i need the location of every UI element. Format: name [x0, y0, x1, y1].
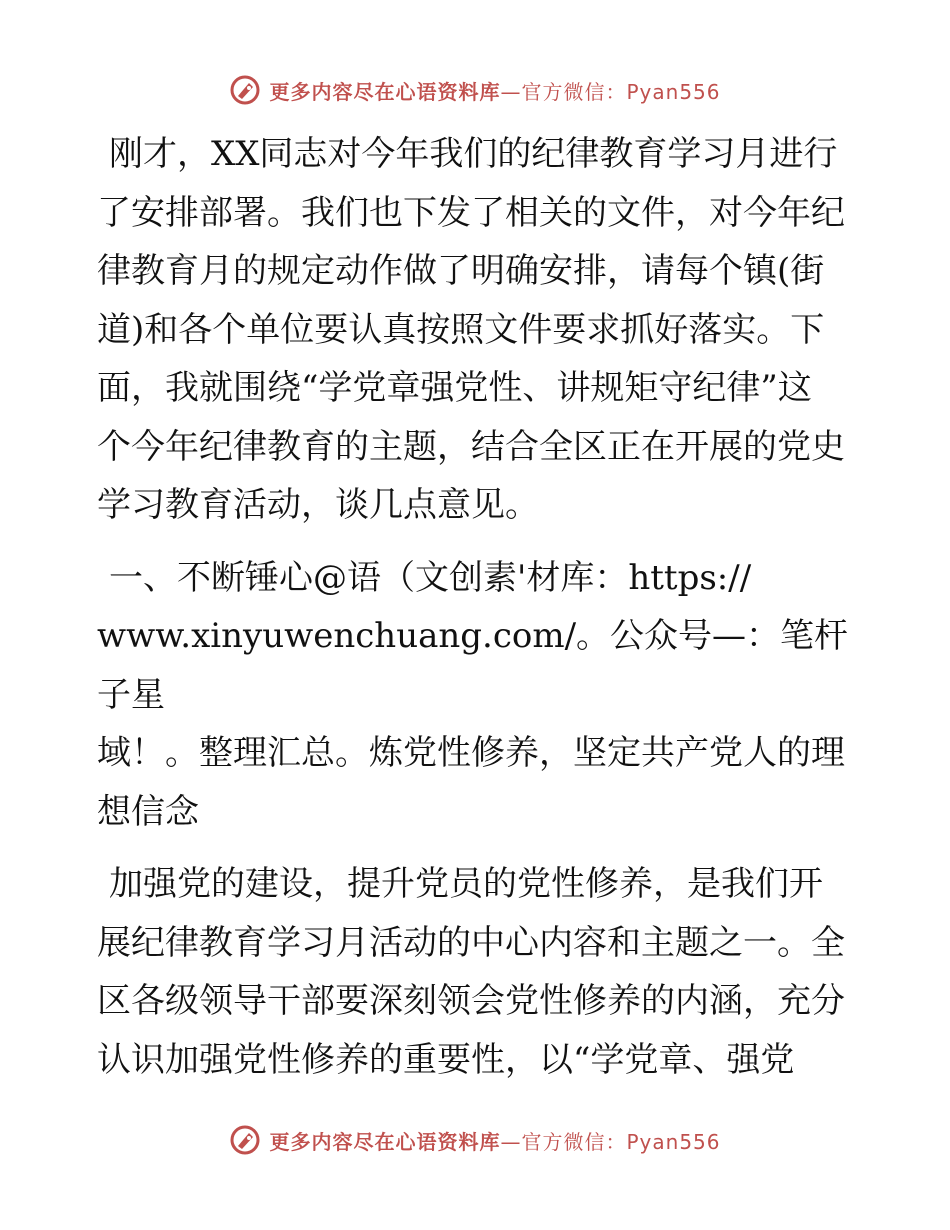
text-line: 个今年纪律教育的主题，结合全区正在开展的党史: [97, 426, 845, 467]
text-line: 域！。整理汇总。炼党性修养，坚定共产党人的理: [97, 733, 845, 773]
footer-banner-text: [269, 1126, 720, 1155]
paragraph: [97, 549, 857, 842]
text-line: 加强党的建设，提升党员的党性修养，是我们开: [109, 864, 823, 904]
pen-nib-logo-icon: [229, 1124, 261, 1156]
text-line: 认识加强党性修养的重要性，以“学党章、强党: [97, 1039, 795, 1080]
text-line: 学习教育活动，谈几点意见。: [97, 485, 539, 525]
header-wechat-id: Pyan556: [626, 79, 721, 104]
text-line: 刚才，XX同志对今年我们的纪律教育学习月进行: [109, 134, 838, 174]
footer-banner: [0, 1120, 950, 1160]
footer-wechat-label: 官方微信：: [521, 1129, 627, 1154]
header-banner-text: [269, 76, 720, 105]
header-banner-title: 更多内容尽在心语资料库: [269, 79, 501, 104]
header-banner: [0, 70, 950, 110]
header-wechat-label: 官方微信：: [521, 79, 627, 104]
paragraph: [97, 855, 857, 1089]
text-line: 一、不断锤心@语（文创素'材库：https://: [109, 557, 752, 598]
footer-banner-separator: —: [500, 1129, 522, 1154]
footer-banner-title: 更多内容尽在心语资料库: [269, 1129, 501, 1154]
text-line: 道)和各个单位要认真按照文件要求抓好落实。下: [97, 309, 825, 350]
header-banner-separator: —: [500, 79, 522, 104]
document-body: [97, 125, 857, 1089]
text-line: 了安排部署。我们也下发了相关的文件，对今年纪: [97, 192, 845, 233]
text-line: 律教育月的规定动作做了明确安排，请每个镇(街: [97, 251, 825, 291]
footer-wechat-id: Pyan556: [626, 1129, 721, 1154]
text-line: 展纪律教育学习月活动的中心内容和主题之一。全: [97, 922, 845, 963]
text-line: 区各级领导干部要深刻领会党性修养的内涵，充分: [97, 981, 845, 1021]
text-line: 想信念: [97, 791, 199, 832]
text-line: 面，我就围绕“学党章强党性、讲规矩守纪律”这: [97, 368, 812, 408]
pen-nib-logo-icon: [229, 74, 261, 106]
text-line: www.xinyuwenchuang.com/。公众号—：笔杆子星: [97, 616, 849, 715]
paragraph: [97, 125, 857, 535]
